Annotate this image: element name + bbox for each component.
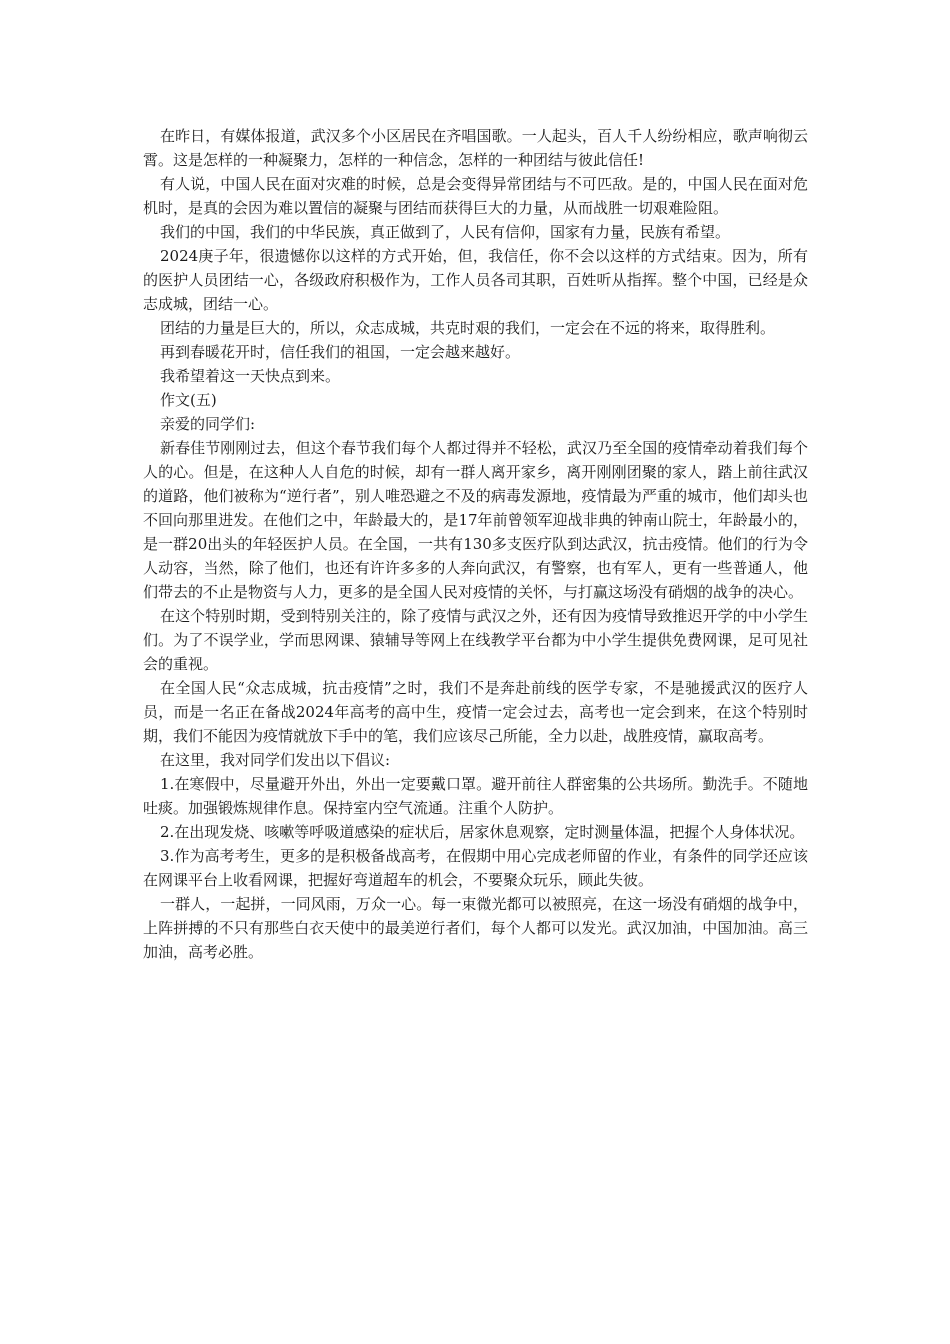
- paragraph: 在这个特别时期，受到特别关注的，除了疫情与武汉之外，还有因为疫情导致推迟开学的中小学生们。为了不误学业，学而思网课、猿辅导等网上在线教学平台都为中小学生提供免费网课，足可见社会的重视。: [143, 607, 808, 673]
- document-page: [143, 124, 808, 964]
- section-heading: 作文(五): [160, 391, 217, 409]
- paragraph: 再到春暖花开时，信任我们的祖国，一定会越来越好。: [160, 343, 521, 361]
- paragraph: 我希望着这一天快点到来。: [160, 367, 341, 385]
- list-item: 3.作为高考考生，更多的是积极备战高考，在假期中用心完成老师留的作业，有条件的同学还应该在网课平台上收看网课，把握好弯道超车的机会，不要聚众玩乐，顾此失彼。: [143, 847, 808, 889]
- paragraph: 一群人，一起拼，一同风雨，万众一心。每一束微光都可以被照亮，在这一场没有硝烟的战争中，上阵拼搏的不只有那些白衣天使中的最美逆行者们，每个人都可以发光。武汉加油，中国加油。高三加油，高考必胜。: [143, 895, 808, 961]
- paragraph: 在这里，我对同学们发出以下倡议:: [160, 751, 391, 769]
- paragraph: 2024庚子年，很遗憾你以这样的方式开始，但，我信任，你不会以这样的方式结束。因为，所有的医护人员团结一心，各级政府积极作为，工作人员各司其职，百姓听从指挥。整个中国，已经是众志成城，团结一心。: [143, 247, 808, 313]
- paragraph: 在昨日，有媒体报道，武汉多个小区居民在齐唱国歌。一人起头，百人千人纷纷相应，歌声响彻云霄。这是怎样的一种凝聚力，怎样的一种信念，怎样的一种团结与彼此信任!: [143, 127, 808, 169]
- paragraph: 在全国人民“众志成城，抗击疫情”之时，我们不是奔赴前线的医学专家，不是驰援武汉的医疗人员，而是一名正在备战2024年高考的高中生，疫情一定会过去，高考也一定会到来，在这个特别时期，我们不能因为疫情就放下手中的笔，我们应该尽己所能，全力以赴，战胜疫情，赢取高考。: [143, 679, 808, 745]
- paragraph: 团结的力量是巨大的，所以，众志成城，共克时艰的我们，一定会在不远的将来，取得胜利。: [160, 319, 776, 337]
- list-item: 1.在寒假中，尽量避开外出，外出一定要戴口罩。避开前往人群密集的公共场所。勤洗手。不随地吐痰。加强锻炼规律作息。保持室内空气流通。注重个人防护。: [143, 775, 808, 817]
- list-item: 2.在出现发烧、咳嗽等呼吸道感染的症状后，居家休息观察，定时测量体温，把握个人身体状况。: [160, 823, 805, 841]
- paragraph: 新春佳节刚刚过去，但这个春节我们每个人都过得并不轻松，武汉乃至全国的疫情牵动着我们每个人的心。但是，在这种人人自危的时候，却有一群人离开家乡，离开刚刚团聚的家人，踏上前往武汉的道路，他们被称为“逆行者”，别人唯恐避之不及的病毒发源地，疫情最为严重的城市，他们却头也不回向那里进发。在他们之中，年龄最大的，是17年前曾领军迎战非典的钟南山院士，年龄最小的，是一群20出头的年轻医护人员。在全国，一共有130多支医疗队到达武汉，抗击疫情。他们的行为令人动容，当然，除了他们，也还有许许多多的人奔向武汉，有警察，也有军人，更有一些普通人，他们带去的不止是物资与人力，更多的是全国人民对疫情的关怀，与打赢这场没有硝烟的战争的决心。: [143, 439, 808, 601]
- salutation: 亲爱的同学们:: [160, 415, 256, 433]
- paragraph: 有人说，中国人民在面对灾难的时候，总是会变得异常团结与不可匹敌。是的，中国人民在面对危机时，是真的会因为难以置信的凝聚与团结而获得巨大的力量，从而战胜一切艰难险阻。: [143, 175, 808, 217]
- paragraph: 我们的中国，我们的中华民族，真正做到了，人民有信仰，国家有力量，民族有希望。: [160, 223, 731, 241]
